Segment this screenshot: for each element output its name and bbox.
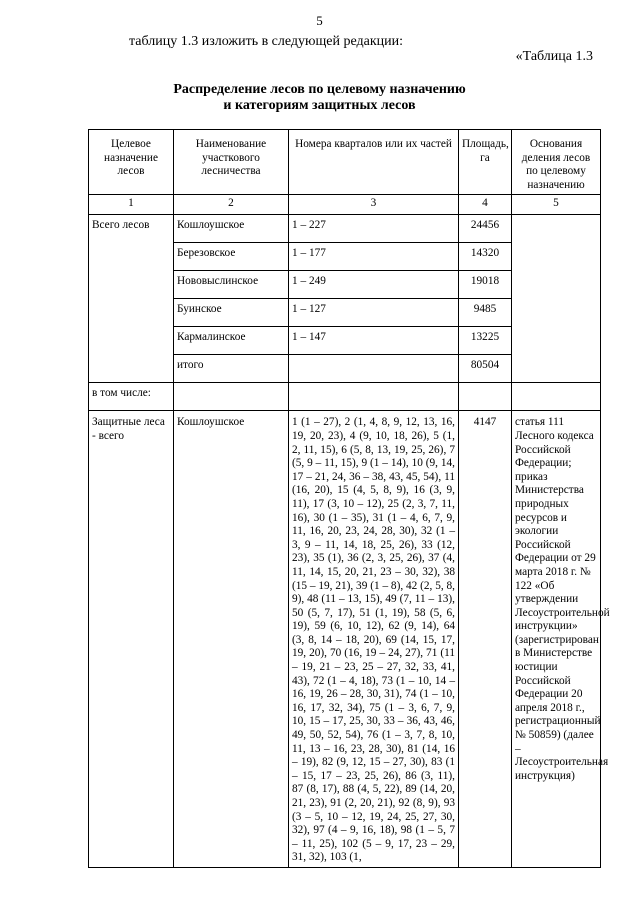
forestry-area: 14320	[459, 243, 512, 271]
including-label: в том числе:	[89, 383, 174, 411]
forestry-name: Кармалинское	[174, 327, 289, 355]
table-row	[89, 299, 601, 327]
table-row	[89, 355, 601, 383]
forestry-area: 80504	[459, 355, 512, 383]
basis-cell	[512, 299, 601, 327]
header-number-2: 2	[174, 195, 289, 215]
header-purpose: Целевое назначение лесов	[89, 130, 174, 195]
protective-area: 4147	[459, 411, 512, 868]
header-area: Площадь, га	[459, 130, 512, 195]
empty-cell	[89, 271, 174, 299]
table-row	[89, 327, 601, 355]
forestry-area: 19018	[459, 271, 512, 299]
forestry-name: Кошлоушское	[174, 215, 289, 243]
basis-cell	[512, 215, 601, 243]
header-quarters: Номера кварталов или их частей	[289, 130, 459, 195]
table-title-line-2: и категориям защитных лесов	[223, 98, 416, 113]
empty-cell	[89, 243, 174, 271]
table-header-row	[89, 130, 601, 195]
basis-cell	[512, 355, 601, 383]
page-number: 5	[316, 13, 323, 28]
header-number-5: 5	[512, 195, 601, 215]
table-title	[0, 82, 639, 114]
table-title-line-1: Распределение лесов по целевому назначению	[173, 82, 466, 97]
table-number-row	[89, 195, 601, 215]
table-row	[89, 215, 601, 243]
forest-distribution-table	[88, 129, 610, 868]
forestry-area: 24456	[459, 215, 512, 243]
protective-quarters: 1 (1 – 27), 2 (1, 4, 8, 9, 12, 13, 16, 19, 20, 23), 4 (9, 10, 18, 26), 5 (1, 2, 11, 15), 6 (5, 8, 13, 19, 25, 26), 7 (5, 9 – 11, 15), 9 (1 – 14), 10 (9, 14, 17 – 21, 24, 36 – 38, 43, 45, 54), 11 (16, 20), 15 (4, 5, 8, 9), 16 (3, 9, 11), 17 (3, 10 – 12), 25 (2, 3, 7, 11, 16), 30 (1 – 35), 31 (1 – 4, 6, 7, 9, 11, 16, 20, 23, 24, 28, 30), 32 (1 – 3, 9 – 11, 14, 18, 25, 26), 33 (12, 23), 35 (1), 36 (2, 3, 25, 26), 37 (4, 11, 14, 15, 20, 21, 23 – 30, 32), 38 (15 – 19, 21), 39 (1 – 8), 42 (2, 5, 8, 9), 48 (11 – 13, 15), 49 (7, 11 – 13), 50 (5, 7, 17), 51 (1, 19), 58 (5, 6, 19), 59 (6, 10, 12), 62 (9, 14), 64 (3, 8, 14 – 18, 20), 69 (14, 15, 17, 19, 20), 70 (16, 19 – 24, 27), 71 (11 – 19, 21 – 23, 25 – 27, 32, 33, 41, 43), 72 (1 – 4, 18), 73 (1 – 10, 14 – 16, 19, 26 – 28, 30, 31), 74 (1 – 10, 16, 17, 32, 34), 75 (1 – 3, 6, 7, 9, 10, 15 – 17, 25, 30, 33 – 36, 43, 46, 49, 50, 52, 54), 76 (1 – 3, 7, 8, 10, 11, 13 – 16, 23, 28, 30), 81 (14, 16 – 19), 82 (9, 12, 15 – 27, 30), 83 (1 – 15, 17 – 23, 25, 26), 86 (3, 11), 87 (8, 17), 88 (4, 5, 22), 89 (14, 20, 21, 23), 91 (2, 20, 21), 92 (8, 9), 93 (3 – 5, 10 – 12, 19, 24, 25, 27, 30, 32), 97 (4 – 9, 16, 18), 98 (1 – 5, 7 – 11, 25), 102 (5 – 9, 17, 23 – 29, 31, 32), 103 (1,	[289, 411, 459, 868]
empty-cell	[459, 383, 512, 411]
protective-purpose: Защитные леса - всего	[89, 411, 174, 868]
header-basis: Основания деления лесов по целевому назначению	[512, 130, 601, 195]
header-number-4: 4	[459, 195, 512, 215]
forestry-name: Буинское	[174, 299, 289, 327]
empty-cell	[174, 383, 289, 411]
empty-cell	[89, 299, 174, 327]
empty-cell	[89, 327, 174, 355]
forestry-name: итого	[174, 355, 289, 383]
table-row	[89, 411, 601, 868]
forestry-quarters: 1 – 147	[289, 327, 459, 355]
table-row	[89, 243, 601, 271]
header-number-1: 1	[89, 195, 174, 215]
basis-cell	[512, 327, 601, 355]
forestry-name: Нововыслинское	[174, 271, 289, 299]
protective-forestry-name: Кошлоушское	[174, 411, 289, 868]
protective-basis: статья 111 Лесного кодекса Российской Федерации; приказ Министерства природных ресурсов и экологии Российской Федерации от 29 марта 2018 г. № 122 «Об утверждении Лесоустроительной инструкции» (зарегистрирован в Министерстве юстиции Российской Федерации 20 апреля 2018 г., регистрационный № 50859) (далее – Лесоустроительная инструкция)	[512, 411, 601, 868]
empty-cell	[512, 383, 601, 411]
empty-cell	[89, 355, 174, 383]
header-forestry-name: Наименование участкового лесничества	[174, 130, 289, 195]
total-label: Всего лесов	[89, 215, 174, 243]
table-row	[89, 271, 601, 299]
forestry-quarters: 1 – 177	[289, 243, 459, 271]
header-number-3: 3	[289, 195, 459, 215]
forestry-quarters: 1 – 249	[289, 271, 459, 299]
basis-cell	[512, 243, 601, 271]
intro-text: таблицу 1.3 изложить в следующей редакции:	[129, 34, 404, 49]
empty-cell	[289, 383, 459, 411]
forestry-quarters: 1 – 227	[289, 215, 459, 243]
table-row	[89, 383, 601, 411]
table-label: «Таблица 1.3	[515, 49, 593, 64]
basis-cell	[512, 271, 601, 299]
forestry-name: Березовское	[174, 243, 289, 271]
forestry-quarters	[289, 355, 459, 383]
forestry-quarters: 1 – 127	[289, 299, 459, 327]
forestry-area: 13225	[459, 327, 512, 355]
forestry-area: 9485	[459, 299, 512, 327]
